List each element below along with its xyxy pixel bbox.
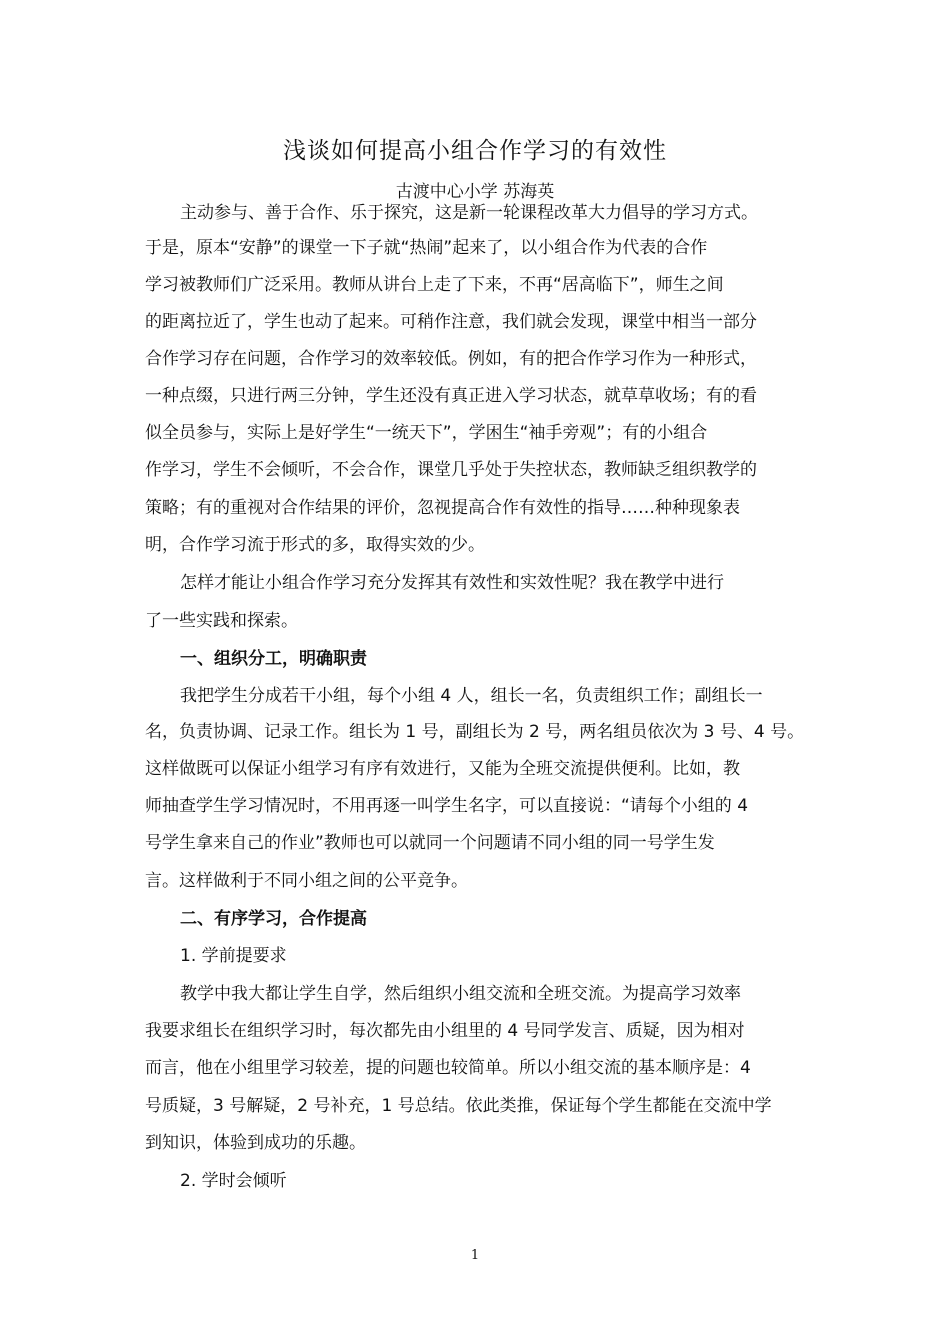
body-line: 作学习，学生不会倾听，不会合作，课堂几乎处于失控状态，教师缺乏组织教学的 <box>145 460 757 480</box>
body-line: 到知识，体验到成功的乐趣。 <box>145 1133 366 1153</box>
author-line: 古渡中心小学 苏海英 <box>395 182 555 202</box>
body-line: 我把学生分成若干小组，每个小组 4 人，组长一名，负责组织工作；副组长一 <box>180 686 763 706</box>
body-line: 于是，原本“安静”的课堂一下子就“热闹”起来了，以小组合作为代表的合作 <box>145 238 708 258</box>
body-line: 似全员参与，实际上是好学生“一统天下”，学困生“袖手旁观”；有的小组合 <box>145 423 708 443</box>
document-title: 浅谈如何提高小组合作学习的有效性 <box>283 138 667 164</box>
body-line: 号学生拿来自己的作业”教师也可以就同一个问题请不同小组的同一号学生发 <box>145 833 715 853</box>
body-line: 的距离拉近了，学生也动了起来。可稍作注意，我们就会发现，课堂中相当一部分 <box>145 312 757 332</box>
body-line: 而言，他在小组里学习较差，提的问题也较简单。所以小组交流的基本顺序是：4 <box>145 1058 751 1078</box>
body-line: 号质疑，3 号解疑，2 号补充，1 号总结。依此类推，保证每个学生都能在交流中学 <box>145 1096 772 1116</box>
body-line: 明，合作学习流于形式的多，取得实效的少。 <box>145 535 485 555</box>
subsection-heading: 1. 学前提要求 <box>180 946 287 966</box>
body-line: 这样做既可以保证小组学习有序有效进行，又能为全班交流提供便利。比如，教 <box>145 759 740 779</box>
body-line: 怎样才能让小组合作学习充分发挥其有效性和实效性呢？我在教学中进行 <box>180 573 724 593</box>
body-line: 言。这样做利于不同小组之间的公平竞争。 <box>145 871 468 891</box>
section-heading: 一、组织分工，明确职责 <box>180 649 367 669</box>
body-line: 主动参与、善于合作、乐于探究，这是新一轮课程改革大力倡导的学习方式。 <box>180 203 758 223</box>
body-line: 合作学习存在问题，合作学习的效率较低。例如，有的把合作学习作为一种形式， <box>145 349 757 369</box>
body-line: 一种点缀，只进行两三分钟，学生还没有真正进入学习状态，就草草收场；有的看 <box>145 386 757 406</box>
subsection-heading: 2. 学时会倾听 <box>180 1171 287 1191</box>
body-line: 学习被教师们广泛采用。教师从讲台上走了下来，不再“居高临下”，师生之间 <box>145 275 724 295</box>
body-line: 策略；有的重视对合作结果的评价，忽视提高合作有效性的指导……种种现象表 <box>145 498 740 518</box>
section-heading: 二、有序学习，合作提高 <box>180 909 367 929</box>
body-line: 师抽查学生学习情况时，不用再逐一叫学生名字，可以直接说：“请每个小组的 4 <box>145 796 749 816</box>
page-number: 1 <box>470 1248 480 1263</box>
body-line: 教学中我大都让学生自学，然后组织小组交流和全班交流。为提高学习效率 <box>180 984 741 1004</box>
body-line: 我要求组长在组织学习时，每次都先由小组里的 4 号同学发言、质疑，因为相对 <box>145 1021 745 1041</box>
body-line: 了一些实践和探索。 <box>145 611 298 631</box>
body-line: 名，负责协调、记录工作。组长为 1 号，副组长为 2 号，两名组员依次为 3 号、4 号。 <box>145 722 805 742</box>
